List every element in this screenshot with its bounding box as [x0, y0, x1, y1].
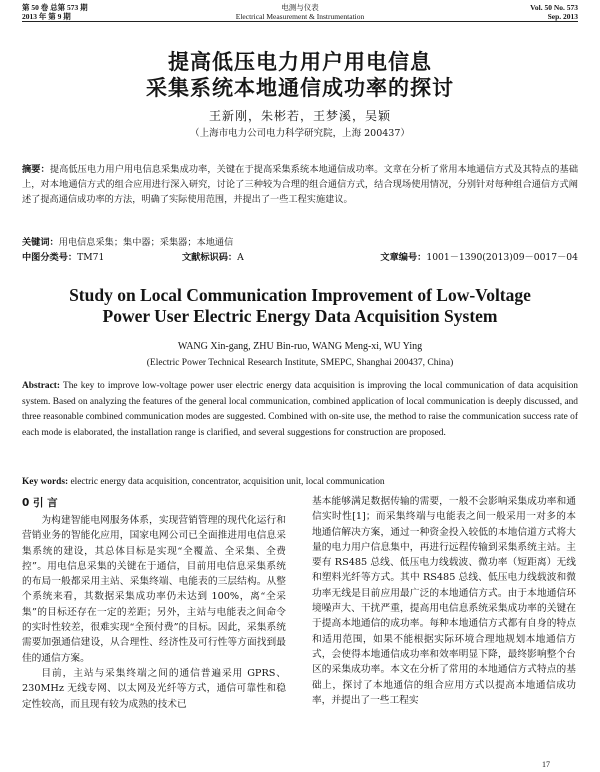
keywords-en — [22, 475, 578, 489]
intro-paragraph-2: 目前，主站与采集终端之间的通信普遍采用 GPRS、230MHz 无线专网、以太网及光纤等方式，通信可靠性和稳定性较高，而且现有较为成熟的技术已 — [22, 667, 286, 710]
abstract-cn-text: 提高低压电力用户用电信息采集成功率，关键在于提高采集系统本地通信成功率。文章在分析了常用本地通信方式及其特点的基础上，对本地通信方式的组合应用进行深入研究，讨论了三种较为合理的组合通信方式，结合现场使用情况，分别针对每种组合通信方式阐述了提高通信成功率的方法，明确了实际使用范围，并提出了一些工程实施建议。 — [22, 164, 579, 205]
paper-title-cn-line1: 提高低压电力用户用电信息 — [168, 50, 432, 74]
clc-label: 中图分类号： — [22, 252, 78, 263]
abstract-cn-label: 摘要： — [22, 164, 50, 175]
authors-en: WANG Xin-gang, ZHU Bin-ruo, WANG Meng-xi, WU Ying — [177, 341, 423, 352]
clc-number — [22, 251, 104, 265]
keywords-en-label: Key words: — [22, 477, 69, 487]
running-head — [22, 3, 578, 22]
abstract-en-label: Abstract: — [22, 381, 61, 391]
intro-paragraph-1: 为构建智能电网服务体系，实现营销管理的现代化运行和营销业务的智能化应用，国家电网公司已全面推进用电信息采集系统的建设，其总体目标是实现“全覆盖、全采集、全费控”。用电信息采集的关键在于通信，目前用电信息采集系统的布局一般都采用主站、采集终端、电能表的三层结构。从整个系统来看，其数据采集成功率仍未达到 100%，离“全采集”的目标还存在一定的差距；另外，主站与电能表之间命令的实时性较差，很难实现“全预付费”的目标。因此，采集系统需要加强通信建设，从合理性、经济性及可行性等方面找到最佳的通信方案。 — [22, 515, 286, 664]
page-number: 17 — [542, 760, 550, 769]
journal-name — [22, 3, 578, 21]
keywords-cn-text: 用电信息采集；集中器；采集器；本地通信 — [58, 237, 234, 248]
abstract-cn — [22, 162, 578, 207]
journal-volume-info-en — [530, 3, 578, 21]
paper-title-cn — [20, 49, 580, 101]
paper-title-cn-line2: 采集系统本地通信成功率的探讨 — [146, 76, 454, 100]
keywords-cn-label: 关键词： — [22, 237, 59, 248]
article-number-value: 1001－1390(2013)09－0017－04 — [426, 252, 578, 263]
keywords-en-text: electric energy data acquisition, concentrator, acquisition unit, local communication — [70, 477, 385, 487]
document-code — [182, 251, 244, 265]
article-number-label: 文章编号： — [380, 252, 427, 263]
section-heading-introduction: 0 引 言 — [22, 497, 58, 509]
volume-issue: 第 50 卷 总第 573 期 — [22, 3, 88, 12]
journal-name-en: Electrical Measurement & Instrumentation — [235, 12, 365, 21]
year-issue: 2013 年 第 9 期 — [22, 12, 71, 21]
affiliation-cn: （上海市电力公司电力科学研究院，上海 200437） — [190, 128, 410, 139]
authors-cn: 王新刚，朱彬若，王梦溪，吴颖 — [208, 109, 391, 123]
issue-date-en: Sep. 2013 — [547, 12, 578, 21]
keywords-cn — [22, 236, 578, 250]
body-column-right — [312, 494, 576, 708]
document-code-label: 文献标识码： — [182, 252, 238, 263]
abstract-en-text: The key to improve low-voltage power user electric energy data acquisition is improving the local communication of data acquisition system. Based on analyzing the features of the general local communication, combined application of local communication is deeply discussed, and three reasonable combined communication modes are suggested. Combined with on-site use, the method to raise the communication success rate of each mode is elaborated, the installation range is clarified, and several suggestions for construction are proposed. — [22, 381, 578, 438]
volume-number-en: Vol. 50 No. 573 — [530, 3, 578, 12]
article-number — [380, 251, 578, 265]
paper-title-en — [20, 285, 580, 327]
paper-title-en-line2: Power User Electric Energy Data Acquisition System — [102, 306, 498, 326]
document-code-value: A — [237, 252, 244, 263]
affiliation-en: (Electric Power Technical Research Institute, SMEPC, Shanghai 200437, China) — [146, 358, 454, 368]
paper-title-en-line1: Study on Local Communication Improvement of Low-Voltage — [69, 285, 531, 305]
clc-value: TM71 — [77, 252, 105, 263]
body-column-left — [22, 494, 286, 712]
classification-row — [22, 251, 578, 265]
journal-name-cn: 电测与仪表 — [281, 3, 319, 12]
intro-paragraph-continued: 基本能够满足数据传输的需要，一般不会影响采集成功率和通信实时性[1]；而采集终端与电能表之间一般采用一对多的本地通信解决方案，通过一种资金投入较低的本地信道方式将大量的电力用户信息集中，再进行远程传输到采集系统主站。主要有 RS485 总线、低压电力线载波、微功率（短距离）无线和塑料光纤等方式。其中 RS485 总线、低压电力线载波和微功率无线是目前应用最广泛的本地通信方式。由于本地通信环境噪声大、干扰严重，提高用电信息系统采集成功率的关键在于提高本地通信的成功率。每种本地通信方式都有自身的特点和适用范围，如果不能根据实际环境合理地规划本地通信方式，会使得本地通信成功率和效率明显下降，最终影响整个台区的采集成功率。本文在分析了常用的本地通信方式特点的基础上，探讨了本地通信的组合应用方式以提高本地通信成功率，并提出了一些工程实 — [312, 496, 576, 706]
abstract-en — [22, 379, 578, 441]
